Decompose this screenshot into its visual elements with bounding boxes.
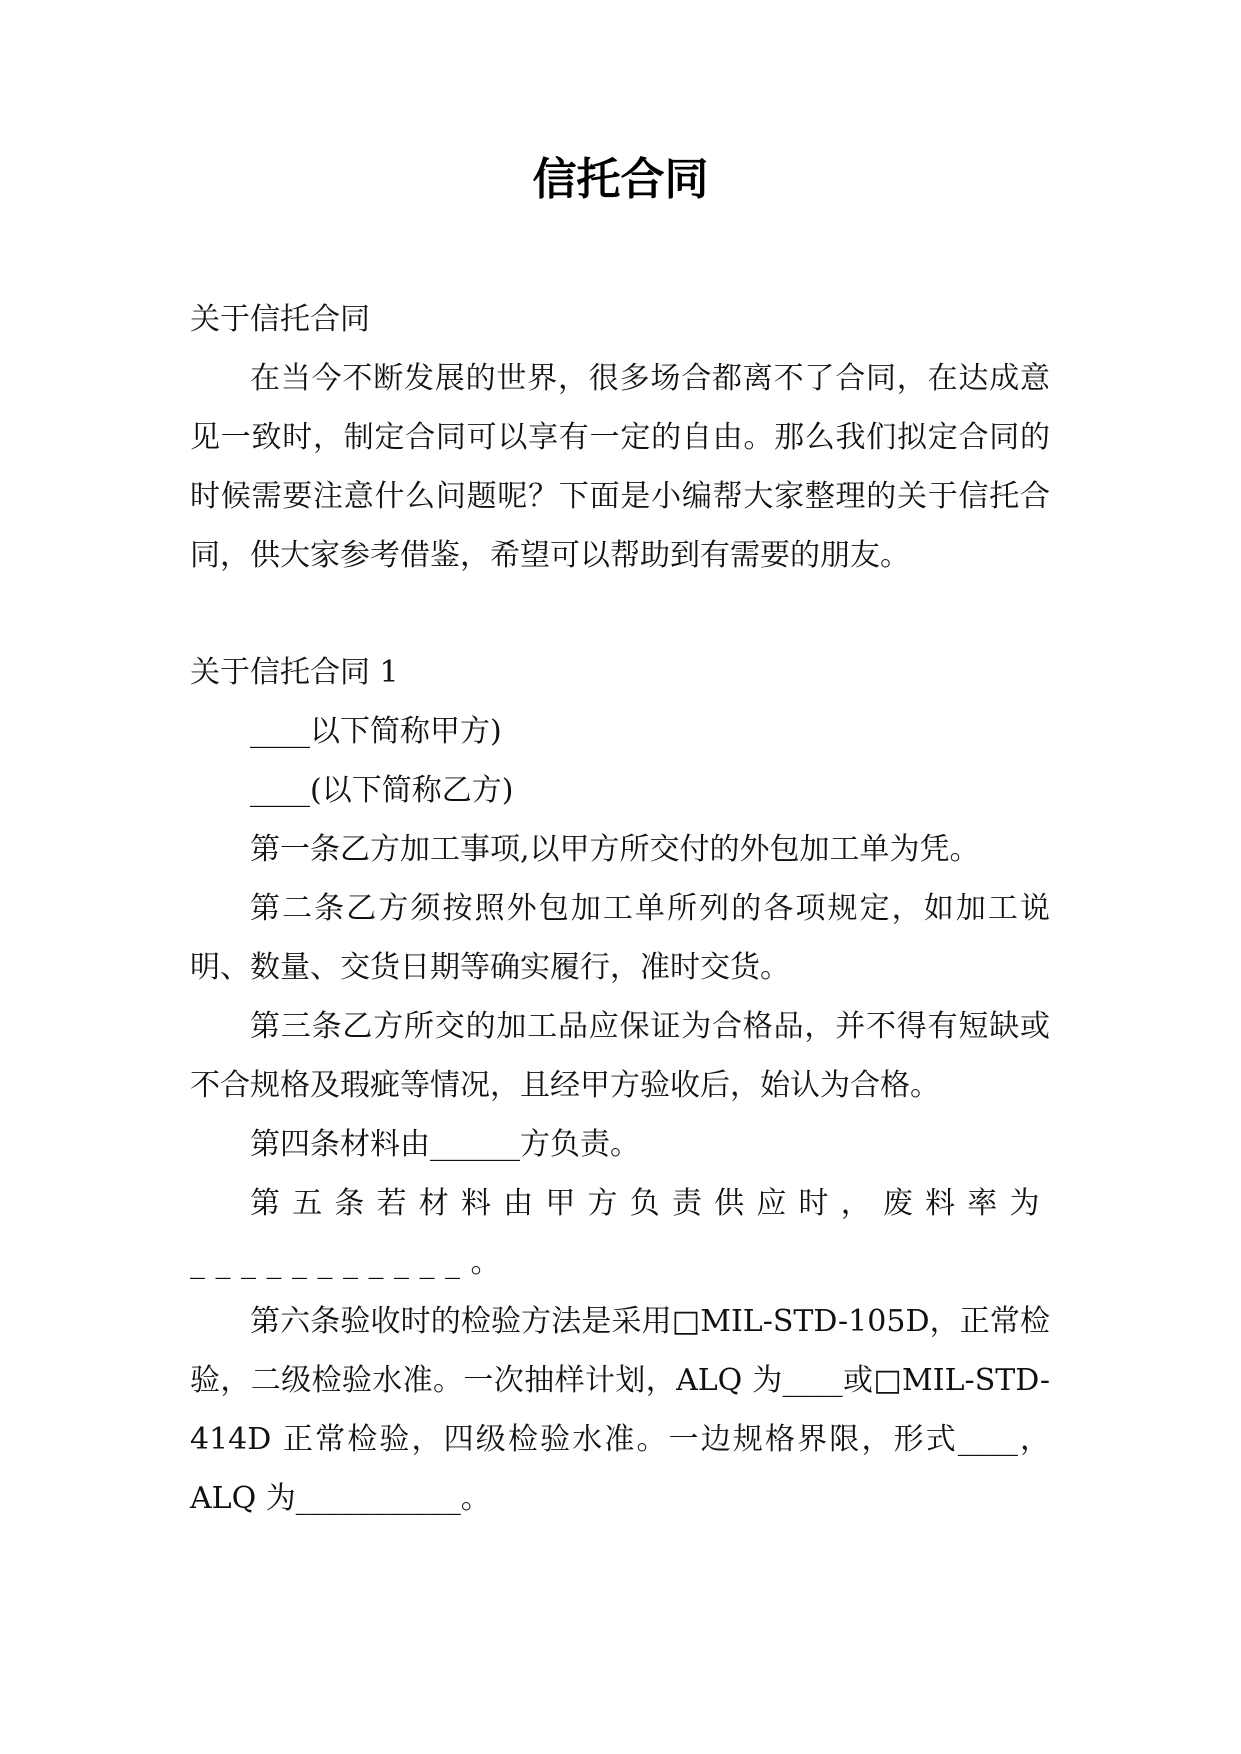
party-b-line: ____(以下简称乙方) (250, 773, 514, 808)
party-a-line: ____以下简称甲方) (250, 714, 502, 749)
document-title: 信托合同 (532, 154, 709, 205)
section-spacer (190, 585, 1050, 643)
section-heading: 关于信托合同 1 (190, 655, 399, 690)
intro-heading: 关于信托合同 (190, 302, 370, 337)
clause-2: 第二条乙方须按照外包加工单所列的各项规定，如加工说明、数量、交货日期等确实履行，准时交货。 (190, 891, 1050, 985)
document-body (190, 290, 1050, 1528)
clause-5: 第五条若材料由甲方负责供应时，废料率为___________。 (190, 1186, 1050, 1280)
clause-1: 第一条乙方加工事项,以甲方所交付的外包加工单为凭。 (250, 832, 980, 867)
clause-4: 第四条材料由______方负责。 (250, 1127, 640, 1162)
intro-paragraph: 在当今不断发展的世界，很多场合都离不了合同，在达成意见一致时，制定合同可以享有一定的自由。那么我们拟定合同的时候需要注意什么问题呢？下面是小编帮大家整理的关于信托合同，供大家参考借鉴，希望可以帮助到有需要的朋友。 (190, 361, 1050, 573)
clause-3: 第三条乙方所交的加工品应保证为合格品，并不得有短缺或不合规格及瑕疵等情况，且经甲方验收后，始认为合格。 (190, 1009, 1050, 1103)
clause-6: 第六条验收时的检验方法是采用□MIL-STD-105D，正常检验，二级检验水准。一次抽样计划，ALQ 为____或□MIL-STD-414D 正常检验，四级检验水准。一边规格界限，形式____，ALQ 为___________。 (190, 1304, 1050, 1516)
